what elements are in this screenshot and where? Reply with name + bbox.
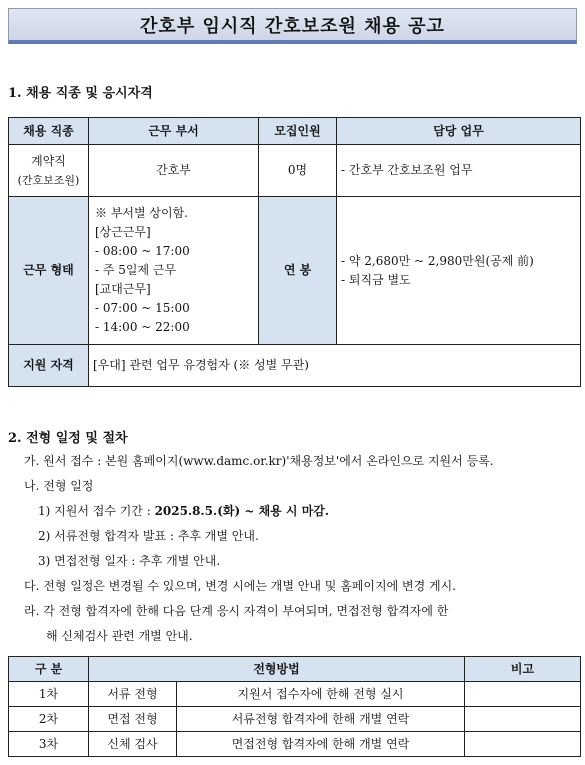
department-cell: 간호부 bbox=[89, 145, 259, 197]
type-cell: 서류 전형 bbox=[89, 682, 177, 707]
type-cell: 신체 검사 bbox=[89, 732, 177, 757]
header-note: 비고 bbox=[465, 657, 581, 682]
note-cell bbox=[465, 732, 581, 757]
note-cell bbox=[465, 707, 581, 732]
headcount-cell: 0명 bbox=[259, 145, 337, 197]
schedule-deadline: 2025.8.5.(화) ~ 채용 시 마감. bbox=[154, 504, 330, 518]
salary-line: - 퇴직금 별도 bbox=[341, 272, 411, 287]
schedule-line-3: 3) 면접전형 일자 : 추후 개별 안내. bbox=[38, 554, 221, 568]
method-cell: 면접전형 합격자에 한해 개별 연락 bbox=[177, 732, 465, 757]
header-duty: 담당 업무 bbox=[337, 118, 581, 145]
salary-line: - 약 2,680만 ~ 2,980만원(공제 前) bbox=[341, 253, 534, 268]
note-cell bbox=[465, 682, 581, 707]
procedure-line-d2: 해 신체검사 관련 개별 안내. bbox=[46, 629, 193, 643]
procedure-line-b: 나. 전형 일정 bbox=[24, 479, 94, 493]
work-line: - 주 5일제 근무 bbox=[95, 263, 177, 277]
procedure-line-a: 가. 원서 접수 : 본원 홈페이지(www.damc.or.kr)'채용정보'에서 온라인으로 지원서 등록. bbox=[24, 454, 494, 468]
job-type-cell bbox=[9, 145, 89, 197]
job-type-line1: 계약직 bbox=[31, 153, 66, 168]
header-headcount: 모집인원 bbox=[259, 118, 337, 145]
work-line: [교대근무] bbox=[95, 282, 151, 296]
table-row bbox=[9, 682, 581, 707]
method-cell: 지원서 접수자에 한해 전형 실시 bbox=[177, 682, 465, 707]
section2-heading: 2. 전형 일정 및 절차 bbox=[8, 431, 128, 446]
work-line: - 07:00 ~ 15:00 bbox=[95, 301, 190, 315]
stage-cell: 1차 bbox=[9, 682, 89, 707]
qualification-label: 지원 자격 bbox=[9, 345, 89, 387]
section1-heading: 1. 채용 직종 및 응시자격 bbox=[8, 86, 153, 101]
work-line: [상근근무] bbox=[95, 225, 151, 239]
selection-table bbox=[8, 656, 581, 757]
work-line: - 14:00 ~ 22:00 bbox=[95, 320, 190, 334]
type-cell: 면접 전형 bbox=[89, 707, 177, 732]
salary-label: 연 봉 bbox=[259, 197, 337, 345]
qualification-cell: [우대] 관련 업무 유경험자 (※ 성별 무관) bbox=[89, 345, 581, 387]
duty-cell: - 간호부 간호보조원 업무 bbox=[337, 145, 581, 197]
schedule-line-1 bbox=[38, 502, 329, 519]
schedule-line-1-prefix: 1) 지원서 접수 기간 : bbox=[38, 504, 155, 518]
salary-cell bbox=[337, 197, 581, 345]
header-department: 근무 부서 bbox=[89, 118, 259, 145]
work-type-cell bbox=[89, 197, 259, 345]
method-cell: 서류전형 합격자에 한해 개별 연락 bbox=[177, 707, 465, 732]
table-row bbox=[9, 732, 581, 757]
header-method: 전형방법 bbox=[89, 657, 465, 682]
work-line: ※ 부서별 상이함. bbox=[95, 206, 188, 220]
procedure-line-d1: 라. 각 전형 합격자에 한해 다음 단계 응시 자격이 부여되며, 면접전형 합격자에 한 bbox=[24, 604, 449, 618]
recruitment-table bbox=[8, 117, 581, 387]
stage-cell: 3차 bbox=[9, 732, 89, 757]
job-type-line2: (간호보조원) bbox=[17, 173, 80, 187]
header-job-type: 채용 직종 bbox=[9, 118, 89, 145]
work-type-label: 근무 형태 bbox=[9, 197, 89, 345]
header-stage: 구 분 bbox=[9, 657, 89, 682]
procedure-line-c: 다. 전형 일정은 변경될 수 있으며, 변경 시에는 개별 안내 및 홈페이지에 변경 게시. bbox=[24, 579, 456, 593]
schedule-line-2: 2) 서류전형 합격자 발표 : 추후 개별 안내. bbox=[38, 529, 259, 543]
table-row bbox=[9, 707, 581, 732]
work-line: - 08:00 ~ 17:00 bbox=[95, 244, 190, 258]
page-title: 간호부 임시직 간호보조원 채용 공고 bbox=[8, 8, 577, 44]
stage-cell: 2차 bbox=[9, 707, 89, 732]
